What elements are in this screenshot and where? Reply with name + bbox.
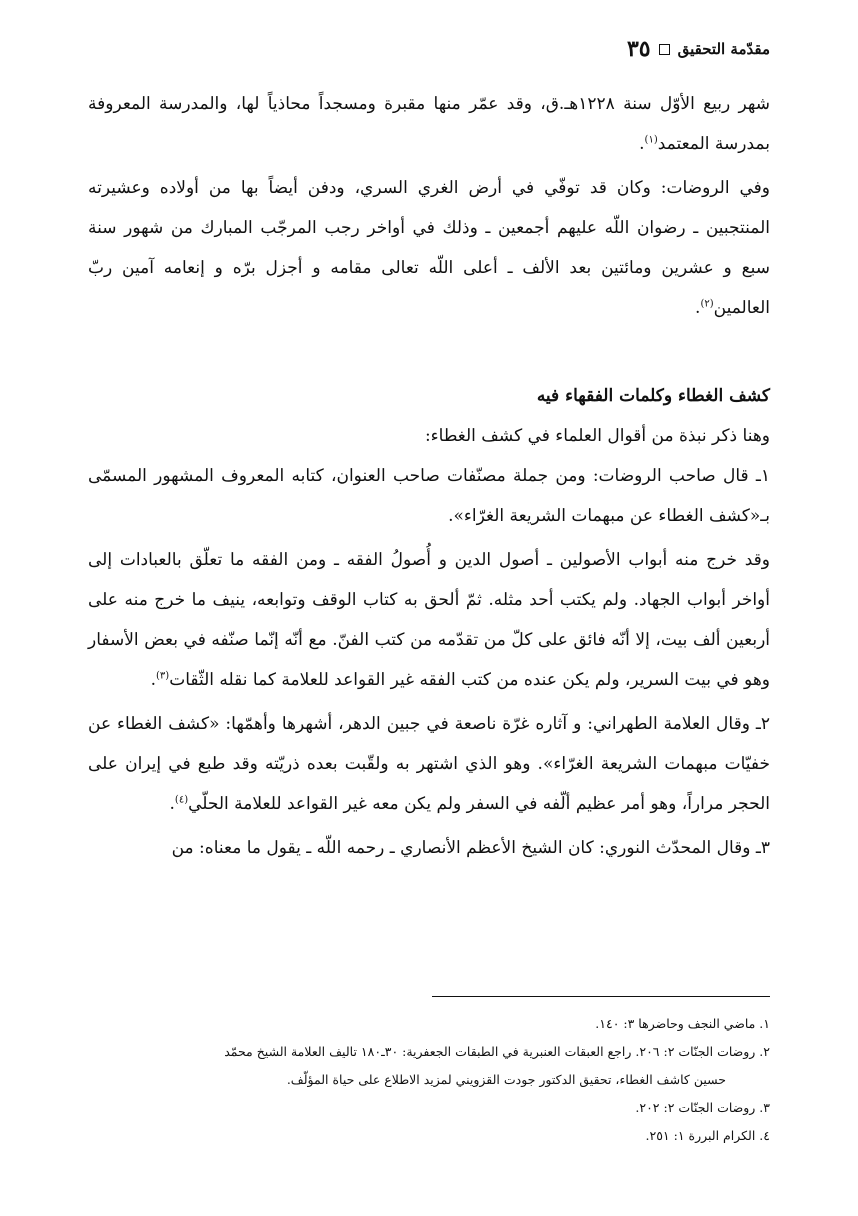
paragraph: ٢ـ وقال العلامة الطهراني: و آثاره غرّة ناصعة في جبين الدهر، أشهرها وأهمّها: «كشف الغطاء عن خفيّات مبهمات الشريعة الغرّاء». وهو الذي اشتهر به ولقّبت بعده ذريّته وقد طبع في إيران على الحجر مراراً، وهو أمر عظيم ألّفه في السفر ولم يكن معه غير القواعد للعلامة الحلّي$^{(٤)}$. xyxy=(88,714,770,814)
paragraph: وقد خرج منه أبواب الأصولين ـ أصول الدين و أُصولُ الفقه ـ ومن الفقه ما تعلّق بالعبادات إلى أواخر أبواب الجهاد. ولم يكتب أحد مثله. ثمّ ألحق به كتاب الوقف وتوابعه، ينيف ما خرج منه على أربعين ألف بيت، إلا أنّه فائق على كلّ من تقدّمه من كتب الفنّ. مع أنّه إنّما صنّفه في بعض الأسفار وهو في بيت السرير، ولم يكن عنده من كتب الفقه غير القواعد للعلامة كما نقله الثّقات$^{(٣)}$. xyxy=(88,550,770,690)
running-header xyxy=(88,36,770,62)
footnote: ٢. روضات الجنّات ٢: ٢٠٦. راجع العبقات العنبرية في الطبقات الجعفرية: ٣٠ـ١٨٠ تاليف العلامة الشيخ محمّد xyxy=(224,1044,770,1059)
main-text xyxy=(88,84,770,868)
footnote-ref[interactable]: (٢) xyxy=(700,298,714,310)
paragraph: ٣ـ وقال المحدّث النوري: كان الشيخ الأعظم الأنصاري ـ رحمه اللّه ـ يقول ما معناه: من xyxy=(171,838,770,858)
footnotes xyxy=(88,1010,770,1150)
paragraph: ١ـ قال صاحب الروضات: ومن جملة مصنّفات صاحب العنوان، كتابه المعروف المشهور المسمّى بـ«كشف الغطاء عن مبهمات الشريعة الغرّاء». xyxy=(88,466,770,526)
footnote-ref[interactable]: (٣) xyxy=(156,670,170,682)
page-number: ٣٥ xyxy=(626,36,651,62)
footnote: ١. ماضي النجف وحاضرها ٣: ١٤٠. xyxy=(595,1016,770,1031)
footnote-divider xyxy=(432,996,770,997)
section-heading: كشف الغطاء وكلمات الفقهاء فيه xyxy=(536,386,770,406)
paragraph: شهر ربيع الأوّل سنة ١٢٢٨هـ.ق، وقد عمّر منها مقبرة ومسجداً محاذياً لها، والمدرسة المعروفة بمدرسة المعتمد$^{(١)}$. xyxy=(88,94,770,154)
paragraph: وفي الروضات: وكان قد توفّي في أرض الغري السري، ودفن أيضاً بها من أولاده وعشيرته المنتجبين ـ رضوان اللّه عليهم أجمعين ـ وذلك في أواخر رجب المرجّب المبارك من شهور سنة سبع و عشرين ومائتين بعد الألف ـ أعلى اللّه تعالى مقامه و أجزل برّه و إنعامه آمين ربّ العالمين$^{(٢)}$. xyxy=(88,178,770,318)
footnote-ref[interactable]: (٤) xyxy=(174,794,189,806)
footnote: ٣. روضات الجنّات ٢: ٢٠٢. xyxy=(635,1100,770,1115)
footnote: ٤. الكرام البررة ١: ٢٥١. xyxy=(645,1128,770,1143)
header-title: مقدّمة التحقيق xyxy=(677,40,770,58)
paragraph: وهنا ذكر نبذة من أقوال العلماء في كشف الغطاء: xyxy=(424,426,770,446)
footnote-ref[interactable]: (١) xyxy=(644,134,658,146)
footnote-continuation: حسين كاشف الغطاء، تحقيق الدكتور جودت القزويني لمزيد الاطلاع على حياة المؤلّف. xyxy=(286,1072,726,1087)
square-ornament-icon xyxy=(659,44,670,55)
